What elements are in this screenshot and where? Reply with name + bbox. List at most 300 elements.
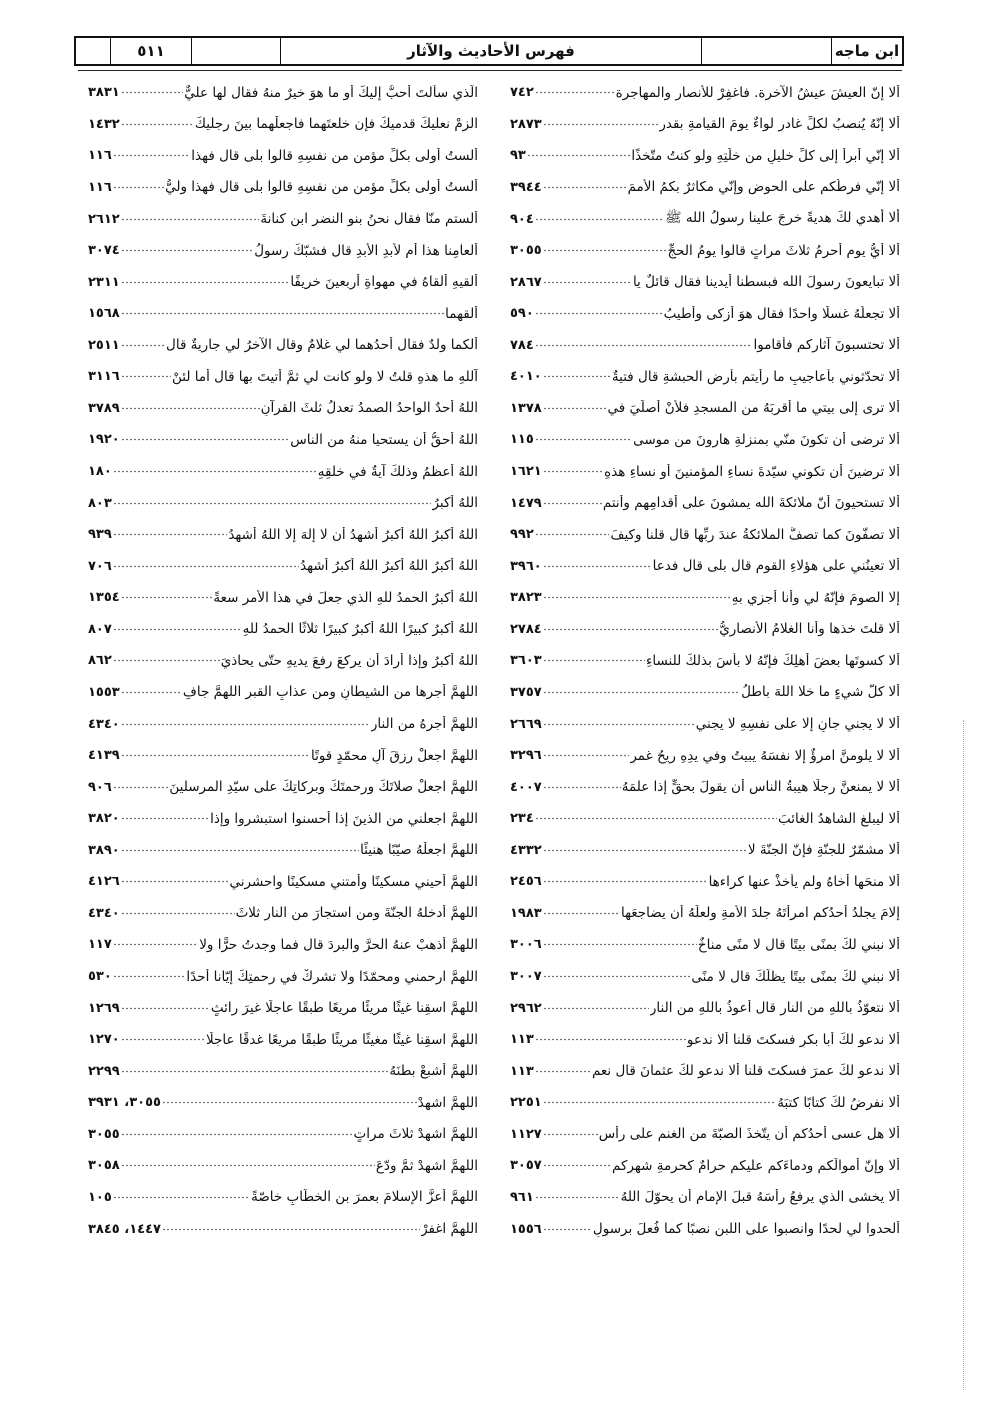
- entry-text: ألا تحتسبونَ آثاركم فأقاموا: [753, 337, 900, 354]
- entry-text: ألا أُهدي لكَ هديةً خرجَ علينا رسولُ الله ﷺ: [665, 210, 900, 227]
- dot-leader: [113, 975, 186, 978]
- dot-leader: [113, 154, 190, 157]
- entry-hadith-number: ٣٠٧٤: [88, 243, 120, 259]
- index-entry: [510, 361, 900, 393]
- entry-text: ألا ترضينَ أن تكوني سيّدةَ نساءِ المؤمنينَ أو نساءِ هذهِ: [604, 463, 900, 480]
- entry-text: اللهُ أعظمُ وذلكَ آيةٌ في خلقِهِ: [317, 463, 478, 480]
- index-entry: [88, 550, 478, 582]
- entry-hadith-number: ١٥٦٨: [88, 306, 120, 322]
- index-entry: [510, 203, 900, 235]
- index-entry: [510, 866, 900, 898]
- index-entry: [510, 519, 900, 551]
- dot-leader: [113, 470, 317, 473]
- dot-leader: [543, 628, 718, 631]
- dot-leader: [543, 849, 747, 852]
- index-entry: [510, 1024, 900, 1056]
- index-entry: [510, 456, 900, 488]
- entry-hadith-number: ٣٨٢٣: [510, 590, 542, 606]
- index-entry: [88, 929, 478, 961]
- index-entry: [510, 803, 900, 835]
- entry-text: اللهُ أحقُّ أن يستحيا منهُ من الناسِ: [290, 431, 478, 448]
- dot-leader: [543, 1164, 611, 1167]
- entry-hadith-number: ١٩٨٣: [510, 905, 542, 921]
- header-rule: [78, 70, 902, 71]
- entry-text: اللهُ أكبرُ اللهُ أكبرُ أشهدُ أن لا إلهَ إلا اللهُ أشهدُ: [228, 526, 478, 543]
- dot-leader: [113, 659, 220, 662]
- dot-leader: [543, 723, 695, 726]
- index-entry: [510, 677, 900, 709]
- index-entry: [88, 235, 478, 267]
- entry-text: الزمْ نعليكَ قدميكَ فإن خلعتَهما فاجعلْهما بينَ رجليكَ: [194, 116, 478, 133]
- entry-hadith-number: ١٣٧٨: [510, 400, 542, 416]
- entry-hadith-number: ٢٣١١: [88, 274, 120, 290]
- index-entry: [88, 361, 478, 393]
- dot-leader: [535, 1038, 686, 1041]
- entry-hadith-number: ٧٨٤: [510, 337, 534, 353]
- entry-hadith-number: ١١٦: [88, 179, 112, 195]
- dot-leader: [535, 1196, 620, 1199]
- dot-leader: [121, 691, 182, 694]
- header-page-number: ٥١١: [137, 42, 165, 60]
- dot-leader: [113, 628, 242, 631]
- entry-text: اللهمَّ اجعلْهُ صيّبًا هنيئًا: [360, 842, 478, 859]
- dot-leader: [121, 91, 184, 94]
- entry-text: ألستُ أولى بكلِّ مؤمنٍ من نفسِهِ قالوا بلى قال فهذا وليُّ: [165, 179, 478, 196]
- entry-hadith-number: ٣٠٥٥: [510, 243, 542, 259]
- entry-text: إلامَ يجلدُ أحدُكم امرأتَهُ جلدَ الأمةِ ولعلّهُ أن يضاجعَها: [620, 905, 900, 922]
- entry-hadith-number: ٧٠٦: [88, 558, 112, 574]
- entry-hadith-number: ١٣٥٤: [88, 590, 120, 606]
- index-entry: [510, 393, 900, 425]
- entry-text: اللهمَّ اسقِنا غيثًا مريئًا مريعًا طبقًا عاجلًا غيرَ رائثٍ: [210, 1000, 478, 1017]
- entry-hadith-number: ٥٩٠: [510, 306, 534, 322]
- dot-leader: [535, 91, 615, 94]
- index-entry: [510, 1119, 900, 1151]
- index-entry: [510, 582, 900, 614]
- entry-hadith-number: ٤٣٤٠: [88, 716, 120, 732]
- entry-hadith-number: ١٥٥٦: [510, 1221, 542, 1237]
- index-column-left: [88, 77, 478, 1245]
- index-entry: [510, 961, 900, 993]
- index-entry: [88, 961, 478, 993]
- entry-hadith-number: ١٤٣٢: [88, 116, 120, 132]
- entry-text: ألحدوا لي لحدًا وانصبوا على اللبنِ نصبًا كما فُعلَ برسولِ: [592, 1221, 900, 1238]
- entry-hadith-number: ٢٦٦٩: [510, 716, 542, 732]
- dot-leader: [113, 186, 164, 189]
- index-entry: [88, 992, 478, 1024]
- entry-hadith-number: ١٦٢١: [510, 464, 542, 480]
- entry-hadith-number: ١٠٥: [88, 1189, 112, 1205]
- entry-text: اللهمَّ اشهدْ: [417, 1094, 478, 1111]
- dot-leader: [543, 659, 645, 662]
- entry-text: اللهمَّ أدخلهُ الجنّةَ ومن استجارَ من النارِ ثلاثَ: [235, 905, 478, 922]
- entry-text: اللهمَّ اجعلني من الذينَ إذا أحسنوا استبشروا وإذا: [210, 810, 478, 827]
- dot-leader: [535, 344, 753, 347]
- entry-text: ألا ترضى أن تكونَ منّي بمنزلةِ هارونَ من موسى: [633, 431, 900, 448]
- index-entry: [88, 771, 478, 803]
- index-entry: [510, 898, 900, 930]
- entry-hadith-number: ٨٦٢: [88, 653, 112, 669]
- entry-hadith-number: ٧٤٢: [510, 85, 534, 101]
- dot-leader: [543, 407, 607, 410]
- index-entry: [510, 835, 900, 867]
- index-entry: [510, 266, 900, 298]
- index-entry: [88, 519, 478, 551]
- dot-leader: [121, 1038, 205, 1041]
- dot-leader: [121, 344, 165, 347]
- index-entry: [510, 550, 900, 582]
- entry-text: ألا هل عسى أحدُكم أن يتّخذَ الصبّةَ من الغنمِ على رأسِ: [598, 1126, 900, 1143]
- index-entry: [510, 77, 900, 109]
- dot-leader: [121, 817, 209, 820]
- entry-hadith-number: ٩٩٢: [510, 527, 534, 543]
- dot-leader: [543, 786, 621, 789]
- index-entry: [510, 771, 900, 803]
- entry-text: ألا تحدّثوني بأعاجيبِ ما رأيتم بأرضِ الحبشةِ قال فتيةٌ: [611, 368, 900, 385]
- entry-hadith-number: ١١٢٧: [510, 1126, 542, 1142]
- entry-hadith-number: ٤٣٣٢: [510, 842, 542, 858]
- dot-leader: [535, 533, 610, 536]
- entry-text: ألا إنّ العيشَ عيشُ الآخرة. فاغفِرْ للأنصار والمهاجرة: [615, 84, 900, 101]
- dot-leader: [535, 312, 663, 315]
- index-entry: [510, 424, 900, 456]
- entry-text: ألستُ أولى بكلِّ مؤمنٍ من نفسِهِ قالوا بلى قال فهذا: [191, 147, 478, 164]
- entry-text: ألستم منّا فقال نحنُ بنو النضرِ ابنِ كنانةَ: [260, 211, 478, 228]
- dot-leader: [162, 1101, 417, 1104]
- dot-leader: [543, 470, 603, 473]
- index-entry: [88, 740, 478, 772]
- entry-hadith-number: ٤١٣٩: [88, 748, 120, 764]
- index-entry: [88, 1182, 478, 1214]
- entry-text: آللهِ ما هذهِ قلتُ لا ولو كانت لي ثمَّ أتيتَ بها قال أما لئنْ: [172, 368, 478, 385]
- index-entry: [88, 708, 478, 740]
- entry-text: ألا نبني لكَ بمنًى بيتًا يظلّكَ قال لا منًى: [691, 968, 900, 985]
- entry-hadith-number: ١١٥: [510, 432, 534, 448]
- entry-text: ألا كلُّ شيءٍ ما خلا اللهَ باطلُ: [741, 684, 900, 701]
- index-entry: [88, 172, 478, 204]
- header-divider: [110, 38, 112, 64]
- index-entry: [510, 235, 900, 267]
- dot-leader: [121, 438, 290, 441]
- index-entry: [510, 740, 900, 772]
- running-header: [74, 36, 904, 66]
- index-entry: [510, 708, 900, 740]
- index-entry: [88, 582, 478, 614]
- entry-hadith-number: ١٢٧٠: [88, 1032, 120, 1048]
- index-entry: [510, 298, 900, 330]
- entry-hadith-number: ٢٧٨٤: [510, 621, 542, 637]
- entry-hadith-number: ٣٦٠٣: [510, 653, 542, 669]
- index-entry: [510, 109, 900, 141]
- page-edge-line: [963, 720, 964, 1390]
- entry-text: اللهمَّ ارحمني ومحمّدًا ولا تشركْ في رحمتِكَ إيّانا أحدًا: [186, 968, 478, 985]
- dot-leader: [543, 754, 630, 757]
- entry-text: اللهُ أكبرُ الحمدُ للهِ الذي جعلَ في هذا الأمرِ سعةً: [213, 589, 478, 606]
- entry-hadith-number: ١٤٧٩: [510, 495, 542, 511]
- entry-hadith-number: ٣٠٥٥، ٣٩٣١: [88, 1095, 161, 1111]
- entry-text: اللهمَّ اشهدْ ثمَّ ودّعَ: [375, 1157, 478, 1174]
- dot-leader: [543, 596, 731, 599]
- entry-hadith-number: ٣٠٥٧: [510, 1158, 542, 1174]
- entry-text: ألقهما: [445, 305, 478, 322]
- entry-hadith-number: ٢٣٤: [510, 811, 534, 827]
- entry-hadith-number: ٣٠٥٨: [88, 1158, 120, 1174]
- header-title: فهرس الأحاديث والآثار: [407, 42, 575, 60]
- entry-text: ألا نبني لكَ بمنًى بيتًا قال لا منًى مناخٌ: [697, 936, 900, 953]
- index-entry: [88, 77, 478, 109]
- entry-text: ألا لا يلومنَّ امرؤٌ إلا نفسَهُ يبيتُ وفي يدِهِ ريحُ غمرٍ: [630, 747, 900, 764]
- entry-text: ألا نتعوّذُ باللهِ من النارِ قال أعوذُ باللهِ من النارِ: [649, 1000, 900, 1017]
- entry-text: ألا تستحيونَ أنّ ملائكةَ الله يمشونَ على أقدامِهم وأنتم: [602, 495, 900, 512]
- entry-text: ألا تبايعونَ رسولَ الله فبسطنا أيدينا فقال قائلٌ يا: [632, 274, 900, 291]
- entry-hadith-number: ١٥٥٣: [88, 684, 120, 700]
- dot-leader: [121, 754, 310, 757]
- entry-hadith-number: ٢٢٥١: [510, 1095, 542, 1111]
- dot-leader: [543, 186, 627, 189]
- entry-text: اللهمَّ أحيني مسكينًا وأمتني مسكينًا واحشرني: [229, 873, 478, 890]
- index-entry: [510, 1055, 900, 1087]
- dot-leader: [543, 375, 611, 378]
- entry-hadith-number: ١١٦: [88, 148, 112, 164]
- entry-text: ألا لا يجني جانٍ إلا على نفسِهِ لا يجني: [695, 716, 900, 733]
- index-entry: [88, 1087, 478, 1119]
- dot-leader: [121, 1133, 353, 1136]
- dot-leader: [535, 218, 664, 221]
- entry-text: ألا لا يمنعنَّ رجلًا هيبةُ الناسِ أن يقولَ بحقٍّ إذا علمَهُ: [621, 779, 900, 796]
- entry-hadith-number: ٣١١٦: [88, 369, 120, 385]
- entry-text: اللهُ أكبرُ اللهُ أكبرُ اللهُ أكبرُ أشهدُ: [300, 558, 478, 575]
- index-entry: [88, 456, 478, 488]
- index-entry: [88, 1213, 478, 1245]
- dot-leader: [535, 817, 777, 820]
- dot-leader: [121, 407, 260, 410]
- entry-hadith-number: ٤١٢٦: [88, 874, 120, 890]
- entry-hadith-number: ٢٢٩٩: [88, 1063, 120, 1079]
- dot-leader: [121, 723, 370, 726]
- dot-leader: [535, 1070, 591, 1073]
- entry-hadith-number: ٣٠٠٧: [510, 969, 542, 985]
- index-entry: [88, 109, 478, 141]
- index-entry: [88, 1024, 478, 1056]
- index-entry: [88, 898, 478, 930]
- entry-hadith-number: ٢٤٥٦: [510, 874, 542, 890]
- entry-text: اللهمَّ أجرهُ من النارِ: [370, 716, 478, 733]
- index-entry: [510, 140, 900, 172]
- index-entry: [88, 1119, 478, 1151]
- index-entry: [510, 1150, 900, 1182]
- dot-leader: [121, 312, 444, 315]
- entry-text: ألا وإنّ أموالَكم ودماءَكم عليكم حرامٌ كحرمةِ شهرِكم: [612, 1157, 900, 1174]
- entry-text: ألا نفرضُ لكَ كتابًا كتبَهُ: [777, 1094, 900, 1111]
- entry-text: اللهمَّ اجعلْ رزقَ آلِ محمّدٍ قوتًا: [310, 747, 478, 764]
- entry-hadith-number: ٣٨٢٠: [88, 811, 120, 827]
- dot-leader: [121, 596, 213, 599]
- index-entry: [88, 330, 478, 362]
- entry-text: اللهمَّ اجعلْ صلاتَكَ ورحمتَكَ وبركاتِكَ على سيّدِ المرسلينَ: [169, 779, 478, 796]
- dot-leader: [113, 1196, 250, 1199]
- index-entry: [510, 330, 900, 362]
- index-entry: [88, 203, 478, 235]
- index-entry: [88, 298, 478, 330]
- entry-text: ألا منحَها أخاهُ ولم يأخذْ عنها كراءها: [708, 873, 900, 890]
- dot-leader: [121, 1007, 210, 1010]
- entry-hadith-number: ١١٣: [510, 1032, 534, 1048]
- index-entry: [88, 487, 478, 519]
- entry-text: ألكما ولدٌ فقال أحدُهما لي غلامٌ وقال الآخرُ لي جاريةٌ قال: [166, 337, 478, 354]
- entry-hadith-number: ٤٠١٠: [510, 369, 542, 385]
- index-entry: [88, 266, 478, 298]
- entry-hadith-number: ٢٥١١: [88, 337, 120, 353]
- dot-leader: [113, 943, 198, 946]
- entry-hadith-number: ٣٩٦٠: [510, 558, 542, 574]
- entry-hadith-number: ١٩٢٠: [88, 432, 120, 448]
- entry-text: اللهمَّ اسقِنا غيثًا مغيثًا مريئًا طبقًا مريعًا غدقًا عاجلًا: [205, 1031, 478, 1048]
- dot-leader: [121, 249, 253, 252]
- entry-hadith-number: ٨٠٣: [88, 495, 112, 511]
- index-entry: [510, 172, 900, 204]
- dot-leader: [543, 1007, 649, 1010]
- entry-hadith-number: ٩٣٩: [88, 527, 112, 543]
- entry-text: اللهُ أكبرُ وإذا أرادَ أن يركعَ رفعَ يديهِ حتّى يحاذيَ: [220, 652, 478, 669]
- entry-text: اللهمَّ اغفرْ: [421, 1221, 478, 1238]
- dot-leader: [543, 1101, 776, 1104]
- entry-text: ألعامِنا هذا أم لأبدِ الأبدِ قال فشبّكَ رسولُ: [254, 242, 478, 259]
- entry-hadith-number: ٢٦١٢: [88, 211, 120, 227]
- dot-leader: [121, 849, 359, 852]
- entry-text: ألقيهِ ألقاهُ في مهواةِ أربعينَ خريفًا: [290, 274, 478, 291]
- entry-hadith-number: ٢٨٧٣: [510, 116, 542, 132]
- index-entry: [88, 866, 478, 898]
- dot-leader: [543, 691, 740, 694]
- dot-leader: [162, 1228, 420, 1231]
- entry-text: إلا الصومَ فإنّهُ لي وأنا أجزي بهِ: [731, 589, 900, 606]
- entry-hadith-number: ٩٠٦: [88, 779, 112, 795]
- entry-text: ألا تعينُني على هؤلاءِ القومِ قال بلى قال فدعا: [652, 558, 900, 575]
- entry-hadith-number: ٣٨٣١: [88, 85, 120, 101]
- dot-leader: [113, 786, 169, 789]
- entry-text: اللهُ أكبرُ: [432, 495, 478, 512]
- entry-hadith-number: ٣٨٩٠: [88, 842, 120, 858]
- header-divider: [831, 38, 833, 64]
- index-entry: [88, 835, 478, 867]
- index-entry: [88, 803, 478, 835]
- entry-text: اللهُ أكبرُ كبيرًا اللهُ أكبرُ كبيرًا ثلاثًا الحمدُ للهِ: [242, 621, 478, 638]
- dot-leader: [543, 502, 602, 505]
- index-entry: [510, 1213, 900, 1245]
- entry-text: اللهمَّ اشهدْ ثلاثَ مراتٍ: [353, 1126, 478, 1143]
- entry-hadith-number: ٨٠٧: [88, 621, 112, 637]
- entry-text: ألا يخشى الذي يرفعُ رأسَهُ قبلَ الإمامِ أن يحوّلَ اللهُ: [620, 1189, 900, 1206]
- dot-leader: [535, 438, 632, 441]
- dot-leader: [543, 1133, 598, 1136]
- entry-hadith-number: ٣٠٥٥: [88, 1126, 120, 1142]
- entry-text: اللهمَّ أجرها من الشيطانِ ومن عذابِ القبرِ اللهمَّ جافِ: [182, 684, 478, 701]
- entry-text: ألا ترى إلى بيتي ما أقربَهُ من المسجدِ فلأنْ أصلّيَ في: [607, 400, 900, 417]
- dot-leader: [543, 565, 652, 568]
- index-entry: [510, 929, 900, 961]
- entry-hadith-number: ٩٣: [510, 148, 526, 164]
- entry-text: اللهمَّ أعزَّ الإسلامَ بعمرَ بنِ الخطّابِ خاصّةً: [251, 1189, 478, 1206]
- dot-leader: [121, 880, 229, 883]
- entry-hadith-number: ٢٩٦٢: [510, 1000, 542, 1016]
- entry-text: ألا ندعو لكَ أبا بكرٍ فسكتَ قلنا ألا ندعو: [686, 1031, 900, 1048]
- dot-leader: [543, 1228, 592, 1231]
- dot-leader: [121, 1070, 389, 1073]
- index-entry: [510, 645, 900, 677]
- index-entry: [88, 1150, 478, 1182]
- entry-text: ألا قلتَ خذها وأنا الغلامُ الأنصاريُّ: [719, 621, 900, 638]
- index-entry: [88, 140, 478, 172]
- entry-text: اللهُ أحدٌ الواحدُ الصمدُ تعدلُ ثلثَ القرآنِ: [260, 400, 478, 417]
- index-entry: [88, 393, 478, 425]
- index-column-right: [510, 77, 900, 1245]
- entry-hadith-number: ١٨٠: [88, 464, 112, 480]
- dot-leader: [121, 375, 171, 378]
- entry-text: ألا إنّي فرطُكم على الحوضِ وإنّي مكاثرٌ بكمُ الأممَ: [627, 179, 900, 196]
- entry-hadith-number: ٤٣٤٠: [88, 905, 120, 921]
- entry-text: ألا كسوتَها بعضَ أهلِكَ فإنّهُ لا بأسَ بذلكَ للنساءِ: [646, 652, 900, 669]
- dot-leader: [543, 975, 691, 978]
- entry-text: اللهمَّ أذهبْ عنهُ الحرَّ والبردَ قال فما وجدتُ حرًّا ولا: [199, 936, 478, 953]
- entry-text: ألا إنّي أبرأُ إلى كلِّ خليلٍ من خلّتِهِ ولو كنتُ متّخذًا: [631, 147, 900, 164]
- header-divider: [280, 38, 282, 64]
- entry-text: ألا أيُّ يومٍ أحرمُ ثلاثَ مراتٍ قالوا يومُ الحجِّ: [667, 242, 900, 259]
- dot-leader: [121, 912, 235, 915]
- entry-hadith-number: ٣٧٨٩: [88, 400, 120, 416]
- entry-hadith-number: ١١٧: [88, 937, 112, 953]
- index-entry: [88, 677, 478, 709]
- index-entry: [510, 1182, 900, 1214]
- index-entry: [88, 645, 478, 677]
- entry-text: ألا تصفّونَ كما تصفُّ الملائكةُ عندَ ربِّها قال قلنا وكيفَ: [610, 526, 900, 543]
- index-entry: [88, 614, 478, 646]
- entry-text: الّذي سألتَ أحبُّ إليكَ أو ما هوَ خيرٌ منهُ فقال لها عليٌّ: [184, 84, 478, 101]
- dot-leader: [121, 1164, 375, 1167]
- dot-leader: [527, 154, 631, 157]
- dot-leader: [113, 502, 432, 505]
- entry-hadith-number: ٣٠٠٦: [510, 937, 542, 953]
- entry-hadith-number: ٩٠٤: [510, 211, 534, 227]
- dot-leader: [121, 281, 290, 284]
- dot-leader: [543, 281, 632, 284]
- index-entry: [88, 424, 478, 456]
- index-entry: [510, 487, 900, 519]
- dot-leader: [121, 218, 260, 221]
- dot-leader: [543, 249, 667, 252]
- dot-leader: [543, 943, 697, 946]
- entry-hadith-number: ١٤٤٧، ٣٨٤٥: [88, 1221, 161, 1237]
- entry-hadith-number: ٥٣٠: [88, 969, 112, 985]
- dot-leader: [121, 123, 194, 126]
- entry-text: ألا مشمّرٌ للجنّةِ فإنّ الجنّةَ لا: [747, 842, 900, 859]
- entry-hadith-number: ١١٣: [510, 1063, 534, 1079]
- entry-text: اللهمَّ أشبعْ بطنَهُ: [389, 1063, 478, 1080]
- dot-leader: [113, 533, 228, 536]
- dot-leader: [543, 880, 708, 883]
- entry-hadith-number: ٣٩٤٤: [510, 179, 542, 195]
- entry-text: ألا إنّهُ يُنصبُ لكلِّ غادرٍ لواءٌ يومَ القيامةِ بقدرِ: [659, 116, 900, 133]
- entry-hadith-number: ٢٨٦٧: [510, 274, 542, 290]
- header-book-name: ابن ماجه: [834, 42, 900, 60]
- entry-hadith-number: ٣٧٥٧: [510, 684, 542, 700]
- dot-leader: [113, 565, 299, 568]
- dot-leader: [543, 123, 659, 126]
- entry-hadith-number: ٤٠٠٧: [510, 779, 542, 795]
- entry-text: ألا تجعلُهُ غسلًا واحدًا فقال هوَ أزكى وأطيبُ: [663, 305, 900, 322]
- entry-text: ألا ليبلغِ الشاهدُ الغائبَ: [778, 810, 900, 827]
- index-entry: [510, 992, 900, 1024]
- index-entry: [510, 1087, 900, 1119]
